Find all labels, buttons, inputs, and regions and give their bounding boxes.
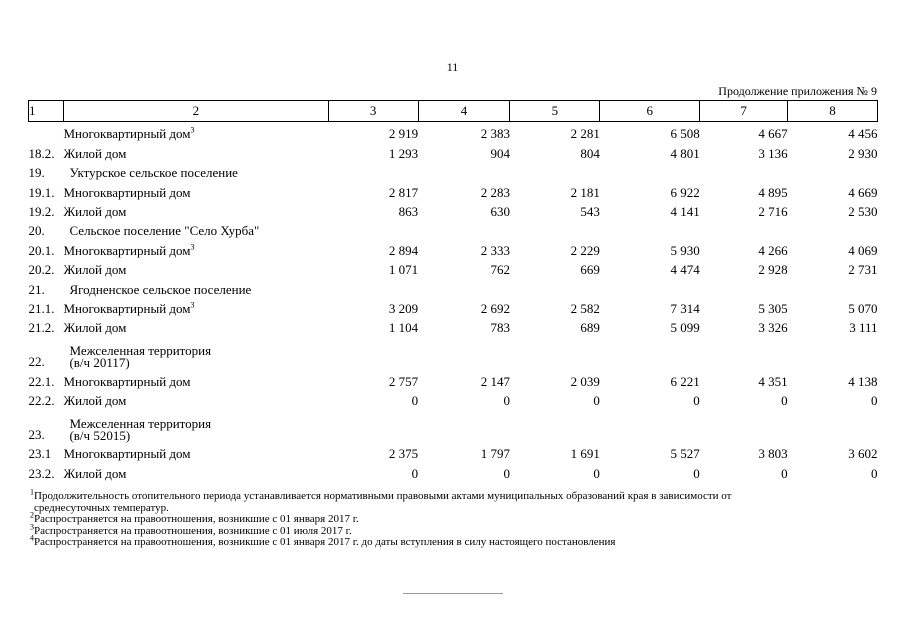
row-number: 19. xyxy=(28,165,45,181)
value-cell: 2 375 xyxy=(388,446,419,462)
row-number: 23.2. xyxy=(28,465,55,481)
row-name-text: Многоквартирный дом xyxy=(63,446,191,462)
section-row xyxy=(29,277,878,296)
header-cell: 4 xyxy=(418,101,510,122)
value-cell: 6 221 xyxy=(670,373,700,389)
footnotes xyxy=(30,487,875,549)
header-cell: 7 xyxy=(700,101,788,122)
value-cell: 2 181 xyxy=(570,184,600,200)
value-cell: 2 731 xyxy=(848,262,878,278)
value-cell: 762 xyxy=(490,262,510,278)
value-cell: 804 xyxy=(580,145,600,161)
footnote-mark: 1 xyxy=(30,487,34,497)
value-cell: 0 xyxy=(593,465,600,481)
header-cell: 8 xyxy=(788,101,878,122)
row-number: 22. xyxy=(28,354,45,370)
value-cell: 0 xyxy=(871,393,878,409)
header-cell: 3 xyxy=(328,101,418,122)
row-name-text: Жилой дом xyxy=(63,203,127,219)
value-cell: 1 293 xyxy=(388,145,419,161)
row-name xyxy=(63,316,328,335)
row-name xyxy=(63,141,328,160)
footnote-ref: 3 xyxy=(190,242,195,252)
value-cell: 4 895 xyxy=(758,184,788,200)
row-name xyxy=(63,297,328,316)
table-row xyxy=(29,369,878,388)
footnote xyxy=(30,487,875,514)
row-name xyxy=(63,335,877,369)
value-cell: 1 691 xyxy=(570,446,600,462)
row-name-text: Многоквартирный дом xyxy=(63,373,191,389)
row-number: 22.1. xyxy=(28,373,55,389)
section-row xyxy=(29,219,878,238)
footer-divider xyxy=(403,593,503,594)
page-number: 11 xyxy=(446,60,459,74)
row-name-text: Межселенная территория xyxy=(69,416,212,432)
value-cell: 0 xyxy=(503,393,510,409)
row-name xyxy=(63,442,328,461)
row-name-text: Жилой дом xyxy=(63,320,127,336)
value-cell: 669 xyxy=(580,262,600,278)
row-number: 21.2. xyxy=(28,320,55,336)
value-cell: 4 456 xyxy=(848,126,878,142)
row-name xyxy=(63,161,877,180)
row-name-text: Многоквартирный дом xyxy=(63,300,191,316)
footnote-mark: 4 xyxy=(30,533,34,543)
row-name-text: Жилой дом xyxy=(63,145,127,161)
value-cell: 5 930 xyxy=(670,242,700,258)
value-cell: 3 326 xyxy=(758,320,788,336)
row-number: 21. xyxy=(28,281,45,297)
value-cell: 2 283 xyxy=(480,184,510,200)
value-cell: 2 229 xyxy=(570,242,600,258)
row-name-text: Сельское поселение "Село Хурба" xyxy=(69,223,260,239)
value-cell: 2 383 xyxy=(480,126,510,142)
value-cell: 2 530 xyxy=(848,203,878,219)
value-cell: 0 xyxy=(503,465,510,481)
header-cell: 2 xyxy=(63,101,328,122)
section-row xyxy=(29,335,878,369)
row-number: 22.2. xyxy=(28,393,55,409)
value-cell: 4 667 xyxy=(758,126,788,142)
header-cell: 6 xyxy=(600,101,700,122)
table-row xyxy=(29,122,878,142)
value-cell: 5 305 xyxy=(758,300,788,316)
footnote xyxy=(30,533,875,549)
footnote-text-cont: среднесуточных температур. xyxy=(34,501,169,514)
value-cell: 3 803 xyxy=(758,446,788,462)
row-name xyxy=(63,461,328,480)
row-name xyxy=(63,277,877,296)
row-name-text: Многоквартирный дом xyxy=(63,242,191,258)
row-number: 20.2. xyxy=(28,262,55,278)
row-name xyxy=(63,200,328,219)
row-number: 20. xyxy=(28,223,45,239)
value-cell: 4 069 xyxy=(848,242,878,258)
value-cell: 1 104 xyxy=(388,320,419,336)
row-name xyxy=(63,389,328,408)
value-cell: 4 669 xyxy=(848,184,878,200)
value-cell: 0 xyxy=(781,465,788,481)
value-cell: 783 xyxy=(490,320,510,336)
value-cell: 2 930 xyxy=(848,145,878,161)
row-name xyxy=(63,219,877,238)
value-cell: 4 801 xyxy=(670,145,700,161)
row-name xyxy=(63,180,328,199)
value-cell: 0 xyxy=(693,393,700,409)
table-row xyxy=(29,238,878,257)
row-name-text: Многоквартирный дом xyxy=(63,184,191,200)
table-row xyxy=(29,442,878,461)
value-cell: 2 928 xyxy=(758,262,788,278)
value-cell: 5 070 xyxy=(848,300,878,316)
value-cell: 6 922 xyxy=(670,184,700,200)
value-cell: 543 xyxy=(580,203,600,219)
row-number: 19.1. xyxy=(28,184,55,200)
row-number: 20.1. xyxy=(28,242,55,258)
footnote-text: Продолжительность отопительного периода устанавливается нормативными правовыми актами муниципальных образований края в зависимости от xyxy=(34,490,732,502)
value-cell: 0 xyxy=(693,465,700,481)
row-name-line2: (в/ч 20117) xyxy=(69,355,130,371)
value-cell: 7 314 xyxy=(670,300,700,316)
table-row xyxy=(29,200,878,219)
value-cell: 4 138 xyxy=(848,373,878,389)
table-row xyxy=(29,141,878,160)
value-cell: 2 582 xyxy=(570,300,600,316)
header-cell: 1 xyxy=(29,101,64,122)
value-cell: 3 209 xyxy=(388,300,419,316)
value-cell: 3 602 xyxy=(848,446,878,462)
row-name-text: Ягодненское сельское поселение xyxy=(69,281,252,297)
table-row xyxy=(29,180,878,199)
row-name-text: Уктурское сельское поселение xyxy=(69,165,238,181)
value-cell: 904 xyxy=(490,145,510,161)
value-cell: 2 039 xyxy=(570,373,600,389)
value-cell: 3 111 xyxy=(849,320,878,336)
row-number: 18.2. xyxy=(28,145,55,161)
value-cell: 0 xyxy=(411,393,419,409)
value-cell: 2 757 xyxy=(388,373,419,389)
row-number: 23.1 xyxy=(28,446,52,462)
row-name-text: Жилой дом xyxy=(63,262,127,278)
row-name-text: Межселенная территория xyxy=(69,343,212,359)
footnote-ref: 3 xyxy=(190,300,195,310)
value-cell: 2 817 xyxy=(388,184,419,200)
row-number: 21.1. xyxy=(28,300,55,316)
value-cell: 4 351 xyxy=(758,373,788,389)
value-cell: 5 099 xyxy=(670,320,700,336)
row-name xyxy=(63,238,328,257)
row-number xyxy=(29,122,64,142)
tariff-table xyxy=(28,100,878,481)
table-row xyxy=(29,316,878,335)
value-cell: 0 xyxy=(871,465,878,481)
footnote-mark: 3 xyxy=(30,521,34,531)
footnote-ref: 3 xyxy=(190,126,195,136)
value-cell: 863 xyxy=(398,203,419,219)
value-cell: 2 333 xyxy=(480,242,510,258)
value-cell: 1 797 xyxy=(480,446,510,462)
value-cell: 3 136 xyxy=(758,145,788,161)
table-row xyxy=(29,297,878,316)
section-row xyxy=(29,161,878,180)
row-name xyxy=(63,369,328,388)
value-cell: 2 919 xyxy=(388,126,419,142)
value-cell: 5 527 xyxy=(670,446,700,462)
value-cell: 0 xyxy=(593,393,600,409)
table-body xyxy=(29,122,878,481)
section-row xyxy=(29,408,878,442)
table-row xyxy=(29,461,878,480)
row-name-line2: (в/ч 52015) xyxy=(69,428,131,444)
value-cell: 0 xyxy=(781,393,788,409)
value-cell: 1 071 xyxy=(388,262,419,278)
footnote-text: Распространяется на правоотношения, возникшие с 01 января 2017 г. до даты вступления в силу настоящего постановления xyxy=(34,536,616,548)
value-cell: 6 508 xyxy=(670,126,700,142)
row-name xyxy=(63,258,328,277)
row-number: 23. xyxy=(28,427,45,443)
row-name-text: Многоквартирный дом xyxy=(63,126,191,142)
column-number-header xyxy=(29,101,878,122)
row-number: 19.2. xyxy=(28,203,55,219)
footnote-mark: 2 xyxy=(30,510,34,520)
value-cell: 0 xyxy=(411,465,419,481)
table-row xyxy=(29,258,878,277)
value-cell: 630 xyxy=(490,203,510,219)
header-cell: 5 xyxy=(510,101,600,122)
value-cell: 689 xyxy=(580,320,600,336)
value-cell: 4 266 xyxy=(758,242,788,258)
continuation-label: Продолжение приложения № 9 xyxy=(718,84,877,98)
row-name-text: Жилой дом xyxy=(63,393,127,409)
row-name xyxy=(63,122,328,142)
footnote-text: Распространяется на правоотношения, возникшие с 01 июля 2017 г. xyxy=(34,524,352,537)
value-cell: 2 692 xyxy=(480,300,510,316)
value-cell: 2 894 xyxy=(388,242,419,258)
value-cell: 2 147 xyxy=(480,373,510,389)
footnote-text: Распространяется на правоотношения, возникшие с 01 января 2017 г. xyxy=(34,513,359,525)
value-cell: 4 141 xyxy=(670,203,700,219)
value-cell: 2 281 xyxy=(570,126,600,142)
row-name xyxy=(63,408,877,442)
table-row xyxy=(29,389,878,408)
value-cell: 4 474 xyxy=(670,262,700,278)
row-name-text: Жилой дом xyxy=(63,465,127,481)
value-cell: 2 716 xyxy=(758,203,788,219)
